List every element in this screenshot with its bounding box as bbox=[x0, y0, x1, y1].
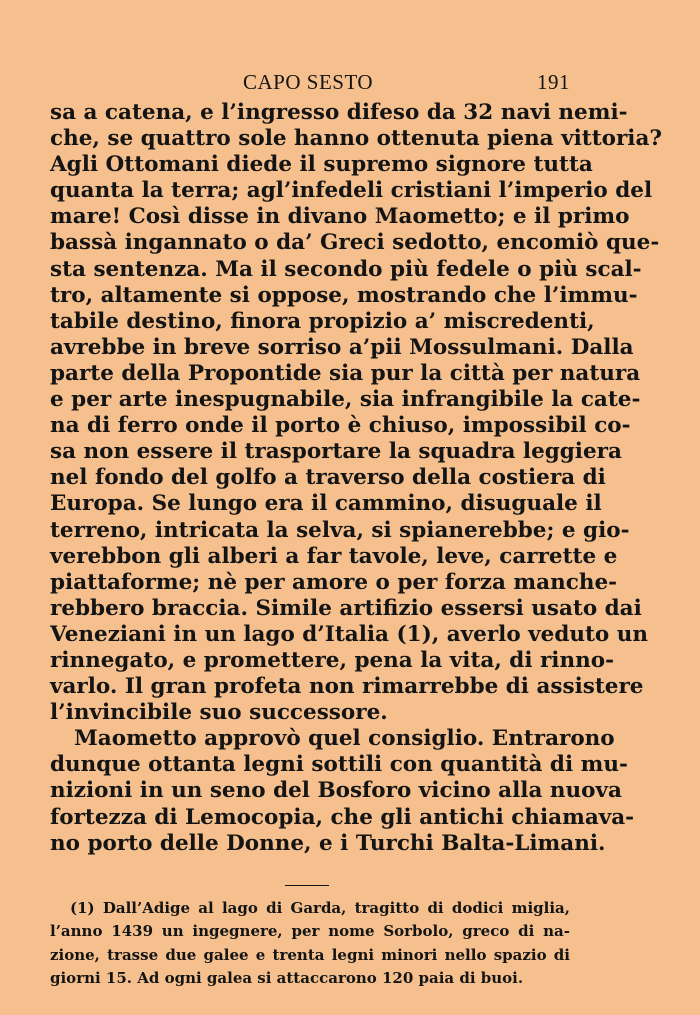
footnote-line: giorni 15. Ad ogni galea si attaccarono 120 paia di buoi. bbox=[50, 969, 524, 988]
footnote-line: l’anno 1439 un ingegnere, per nome Sorbolo, greco di na- bbox=[50, 922, 570, 941]
text-line: Europa. Se lungo era il cammino, disuguale il bbox=[50, 491, 602, 517]
paragraph-end-line: l’invincibile suo successore. bbox=[50, 700, 388, 726]
footnote bbox=[50, 897, 570, 991]
text-line: terreno, intricata la selva, si spianerebbe; e gio- bbox=[50, 517, 630, 543]
text-line: che, se quattro sole hanno ottenuta piena vittoria? bbox=[50, 126, 662, 152]
text-line: bassà ingannato o da’ Greci sedotto, encomiò que- bbox=[50, 230, 660, 256]
text-line: sa a catena, e l’ingresso difeso da 32 navi nemi- bbox=[50, 100, 628, 125]
text-line: Veneziani in un lago d’Italia (1), averlo veduto un bbox=[50, 621, 649, 647]
text-line: piattaforme; nè per amore o per forza manche- bbox=[50, 569, 618, 595]
text-line: sa non essere il trasportare la squadra leggiera bbox=[50, 439, 622, 465]
text-line: varlo. Il gran profeta non rimarrebbe di assistere bbox=[50, 674, 644, 700]
page-number: 191 bbox=[537, 70, 570, 94]
text-line: parte della Propontide sia pur la città per natura bbox=[50, 360, 641, 386]
text-line: nel fondo del golfo a traverso della costiera di bbox=[50, 465, 606, 491]
footnote-line: zione, trasse due galee e trenta legni minori nello spazio di bbox=[50, 945, 570, 964]
text-line: dunque ottanta legni sottili con quantità di mu- bbox=[50, 752, 628, 778]
text-line: verebbon gli alberi a far tavole, leve, carrette e bbox=[50, 543, 618, 569]
text-line: e per arte inespugnabile, sia infrangibile la cate- bbox=[50, 387, 641, 413]
footnote-line: (1) Dall’Adige al lago di Garda, tragitto di dodici miglia, bbox=[70, 899, 570, 917]
text-line: fortezza di Lemocopia, che gli antichi chiamava- bbox=[50, 804, 635, 830]
text-line: tabile destino, finora propizio a’ miscredenti, bbox=[50, 308, 595, 334]
paragraph-start-line: Maometto approvò quel consiglio. Entrarono bbox=[74, 726, 615, 752]
footnote-rule bbox=[285, 885, 329, 886]
text-line: Agli Ottomani diede il supremo signore tutta bbox=[50, 152, 593, 178]
text-line: rebbero braccia. Simile artifizio essersi usato dai bbox=[50, 595, 642, 621]
text-line: nizioni in un seno del Bosforo vicino alla nuova bbox=[50, 778, 622, 804]
text-line: sta sentenza. Ma il secondo più fedele o più scal- bbox=[50, 256, 642, 282]
running-header bbox=[50, 70, 570, 100]
text-line: mare! Così disse in divano Maometto; e il primo bbox=[50, 204, 630, 230]
text-line: tro, altamente si oppose, mostrando che l’immu- bbox=[50, 282, 638, 308]
text-line: na di ferro onde il porto è chiuso, impossibil co- bbox=[50, 413, 631, 439]
text-line: quanta la terra; agl’infedeli cristiani l’imperio del bbox=[50, 178, 653, 204]
text-line: rinnegato, e promettere, pena la vita, di rinno- bbox=[50, 647, 614, 673]
chapter-title: CAPO SESTO bbox=[243, 70, 374, 94]
text-line: no porto delle Donne, e i Turchi Balta-Limani. bbox=[50, 830, 606, 856]
body-text bbox=[50, 100, 662, 857]
text-line: avrebbe in breve sorriso a’pii Mossulmani. Dalla bbox=[50, 334, 634, 360]
